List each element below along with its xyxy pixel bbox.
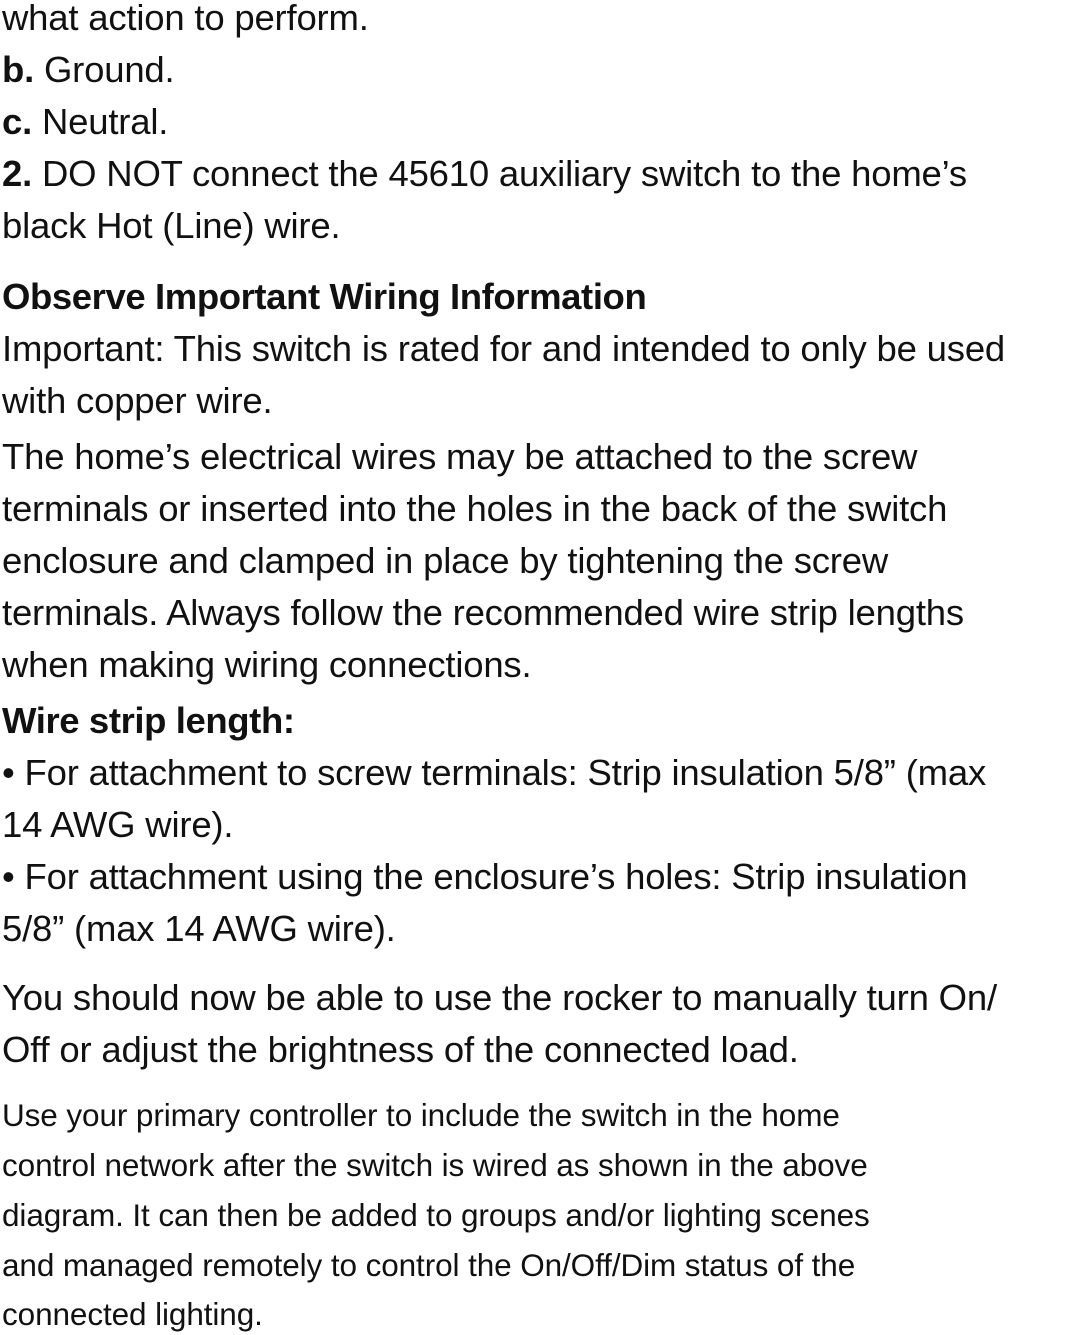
rocker-paragraph-line: You should now be able to use the rocker to manually turn On/ bbox=[2, 977, 997, 1018]
controller-paragraph-line: Use your primary controller to include the switch in the home bbox=[2, 1097, 840, 1133]
list-marker-b: b. bbox=[2, 49, 35, 90]
list-item-2 bbox=[2, 153, 967, 195]
list-text-2-line1: DO NOT connect the 45610 auxiliary switch to the home’s bbox=[32, 153, 967, 194]
strip-length-heading: Wire strip length: bbox=[2, 700, 295, 741]
list-text-2-line2: black Hot (Line) wire. bbox=[2, 205, 341, 246]
list-marker-c: c. bbox=[2, 101, 33, 142]
strip-bullet-2-line: 5/8” (max 14 AWG wire). bbox=[2, 908, 396, 949]
strip-bullet-2-line: • For attachment using the enclosure’s holes: Strip insulation bbox=[2, 856, 968, 897]
list-text-c: Neutral. bbox=[32, 101, 169, 142]
strip-bullet-1-line: 14 AWG wire). bbox=[2, 804, 234, 845]
wiring-body-line: enclosure and clamped in place by tightening the screw bbox=[2, 540, 889, 581]
controller-paragraph-line: and managed remotely to control the On/Off/Dim status of the bbox=[2, 1247, 856, 1283]
list-text-b: Ground. bbox=[34, 49, 175, 90]
list-marker-2: 2. bbox=[2, 153, 33, 194]
controller-paragraph-line: control network after the switch is wired as shown in the above bbox=[2, 1147, 868, 1183]
wiring-body-line: terminals. Always follow the recommended wire strip lengths bbox=[2, 592, 964, 633]
rocker-paragraph-line: Off or adjust the brightness of the connected load. bbox=[2, 1029, 799, 1070]
controller-paragraph-line: diagram. It can then be added to groups and/or lighting scenes bbox=[2, 1197, 870, 1233]
important-line: with copper wire. bbox=[2, 380, 273, 421]
important-line: Important: This switch is rated for and intended to only be used bbox=[2, 328, 1006, 369]
list-item-c bbox=[2, 101, 168, 143]
controller-paragraph-line: connected lighting. bbox=[2, 1296, 263, 1332]
wiring-body-line: The home’s electrical wires may be attached to the screw bbox=[2, 436, 918, 477]
list-intro-tail: what action to perform. bbox=[2, 0, 369, 38]
strip-bullet-1-line: • For attachment to screw terminals: Strip insulation 5/8” (max bbox=[2, 752, 987, 793]
list-item-b bbox=[2, 49, 174, 91]
wiring-body-line: terminals or inserted into the holes in the back of the switch bbox=[2, 488, 948, 529]
wiring-info-heading: Observe Important Wiring Information bbox=[2, 276, 647, 317]
wiring-body-line: when making wiring connections. bbox=[2, 644, 532, 685]
